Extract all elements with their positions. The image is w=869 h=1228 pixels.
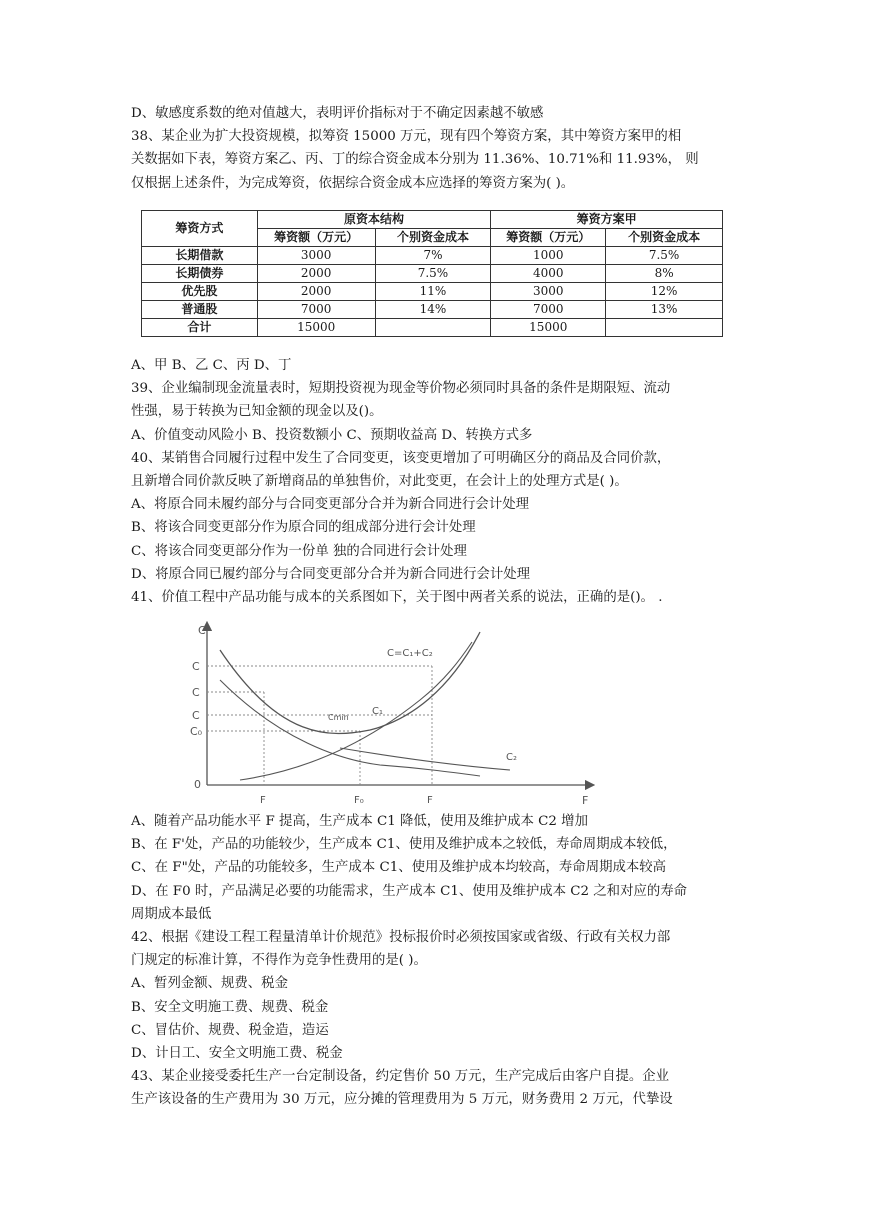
text-line: 40、某销售合同履行过程中发生了合同变更，该变更增加了可明确区分的商品及合同价款， — [131, 450, 671, 466]
table-row-label: 普通股 — [142, 301, 258, 319]
questions-41-43-block — [131, 810, 751, 1112]
table-cell: 7.5% — [606, 247, 723, 265]
table-cell: 7000 — [491, 301, 606, 319]
table-cell: 13% — [606, 301, 723, 319]
table-cell: 4000 — [491, 265, 606, 283]
table-cell: 2000 — [257, 283, 375, 301]
table-cell: 12% — [606, 283, 723, 301]
y-tick-label: C₀ — [190, 725, 203, 738]
text-line: 门规定的标准计算，不得作为竞争性费用的是( )。 — [131, 953, 427, 969]
text-line: 41、价值工程中产品功能与成本的关系图如下，关于图中两者关系的说法，正确的是()。 . — [131, 590, 663, 606]
table-row-label: 长期债券 — [142, 265, 258, 283]
table-subheader: 筹资额（万元） — [257, 229, 375, 247]
x-tick-label: F₀ — [354, 795, 364, 806]
text-line: A、甲 B、乙 C、丙 D、丁 — [131, 358, 292, 373]
c2-tail-curve — [340, 748, 510, 770]
table-cell — [606, 319, 723, 337]
table-cell: 14% — [375, 301, 491, 319]
c1-curve-label: C₁ — [372, 706, 383, 717]
table-corner-header: 筹资方式 — [142, 211, 258, 247]
c2-curve-label: C₂ — [506, 752, 517, 763]
table-cell: 3000 — [257, 247, 375, 265]
y-tick-label: C — [192, 686, 200, 699]
table-cell: 8% — [606, 265, 723, 283]
table-row — [142, 301, 723, 319]
text-line: 39、企业编制现金流量表时，短期投资视为现金等价物必须同时具备的条件是期限短、流动 — [131, 381, 671, 397]
table-header-row — [142, 211, 723, 229]
text-line: A、随着产品功能水平 F 提高，生产成本 C1 降低，使用及维护成本 C2 增加 — [131, 814, 588, 829]
x-tick-label: F — [427, 795, 433, 806]
text-line: 且新增合同价款反映了新增商品的单独售价，对此变更，在会计上的处理方式是( )。 — [131, 474, 628, 490]
table-cell: 7% — [375, 247, 491, 265]
text-line: B、在 F'处，产品的功能较少，生产成本 C1、使用及维护成本之较低，寿命周期成本较低， — [131, 837, 677, 853]
y-axis-label: C — [198, 624, 206, 637]
text-line: D、在 F0 时，产品满足必要的功能需求，生产成本 C1、使用及维护成本 C2 之和对应的寿命 — [131, 883, 688, 899]
text-line: D、计日工、安全文明施工费、税金 — [131, 1046, 343, 1062]
function-cost-graph — [180, 620, 600, 810]
table-row — [142, 247, 723, 265]
text-line: C、在 F"处，产品的功能较多，生产成本 C1、使用及维护成本均较高，寿命周期成本较高 — [131, 860, 667, 876]
text-line: 关数据如下表，筹资方案乙、丙、丁的综合资金成本分别为 11.36%、10.71%和 11.93%， 则 — [131, 152, 699, 168]
table-row-label: 长期借款 — [142, 247, 258, 265]
x-axis-label: F — [582, 794, 589, 807]
y-tick-label: C — [192, 660, 200, 673]
text-line: 生产该设备的生产费用为 30 万元，应分摊的管理费用为 5 万元，财务费用 2 万元，代摯设 — [131, 1092, 673, 1108]
y-tick-label: C — [192, 709, 200, 722]
origin-label: 0 — [194, 778, 201, 791]
text-line: 周期成本最低 — [131, 906, 212, 922]
question-38-block — [131, 102, 741, 195]
text-line: A、价值变动风险小 B、投资数额小 C、预期收益高 D、转换方式多 — [131, 427, 533, 443]
total-cost-curve — [220, 632, 480, 734]
table-total-row — [142, 319, 723, 337]
text-line: D、将原合同已履约部分与合同变更部分合并为新合同进行会计处理 — [131, 566, 531, 582]
table-group-header: 筹资方案甲 — [491, 211, 723, 229]
table-cell: 15000 — [257, 319, 375, 337]
table-row-label: 合计 — [142, 319, 258, 337]
table-row — [142, 265, 723, 283]
x-tick-label: F — [260, 795, 266, 806]
text-line: C、冒估价、规费、税金造，造运 — [131, 1022, 329, 1038]
text-line: 42、根据《建设工程工程量清单计价规范》投标报价时必须按国家或省级、行政有关权力部 — [131, 930, 671, 946]
c1-curve — [220, 680, 480, 776]
text-line: B、安全文明施工费、规费、税金 — [131, 999, 329, 1015]
text-line: A、暂列金额、规费、税金 — [131, 976, 288, 992]
financing-table — [141, 210, 723, 337]
guide-lines — [207, 666, 432, 785]
text-line: C、将该合同变更部分作为一份单 独的合同进行会计处理 — [131, 543, 467, 559]
table-subheader: 个别资金成本 — [606, 229, 723, 247]
table-subheader: 筹资额（万元） — [491, 229, 606, 247]
table-row — [142, 283, 723, 301]
text-line: 仅根据上述条件，为完成筹资，依据综合资金成本应选择的筹资方案为( )。 — [131, 175, 575, 191]
text-line: B、将该合同变更部分作为原合同的组成部分进行会计处理 — [131, 520, 476, 536]
total-curve-label: C=C₁+C₂ — [387, 648, 433, 659]
text-line: 43、某企业接受委托生产一台定制设备，约定售价 50 万元，生产完成后由客户自提。企业 — [131, 1069, 670, 1085]
text-line: D、敏感度系数的绝对值越大，表明评价指标对于不确定因素越不敏感 — [131, 106, 544, 121]
table-cell: 11% — [375, 283, 491, 301]
table-cell: 15000 — [491, 319, 606, 337]
questions-39-41-block — [131, 354, 751, 609]
table-cell: 3000 — [491, 283, 606, 301]
table-group-header: 原资本结构 — [257, 211, 491, 229]
text-line: 性强，易于转换为已知金额的现金以及()。 — [131, 404, 383, 420]
text-line: 38、某企业为扩大投资规模，拟筹资 15000 万元，现有四个筹资方案，其中筹资方案甲的相 — [131, 129, 682, 145]
table-cell — [375, 319, 491, 337]
min-cost-label: Cmin — [328, 713, 349, 722]
table-subheader: 个别资金成本 — [375, 229, 491, 247]
table-cell: 7000 — [257, 301, 375, 319]
text-line: A、将原合同未履约部分与合同变更部分合并为新合同进行会计处理 — [131, 497, 529, 513]
table-cell: 2000 — [257, 265, 375, 283]
table-cell: 7.5% — [375, 265, 491, 283]
table-row-label: 优先股 — [142, 283, 258, 301]
table-cell: 1000 — [491, 247, 606, 265]
